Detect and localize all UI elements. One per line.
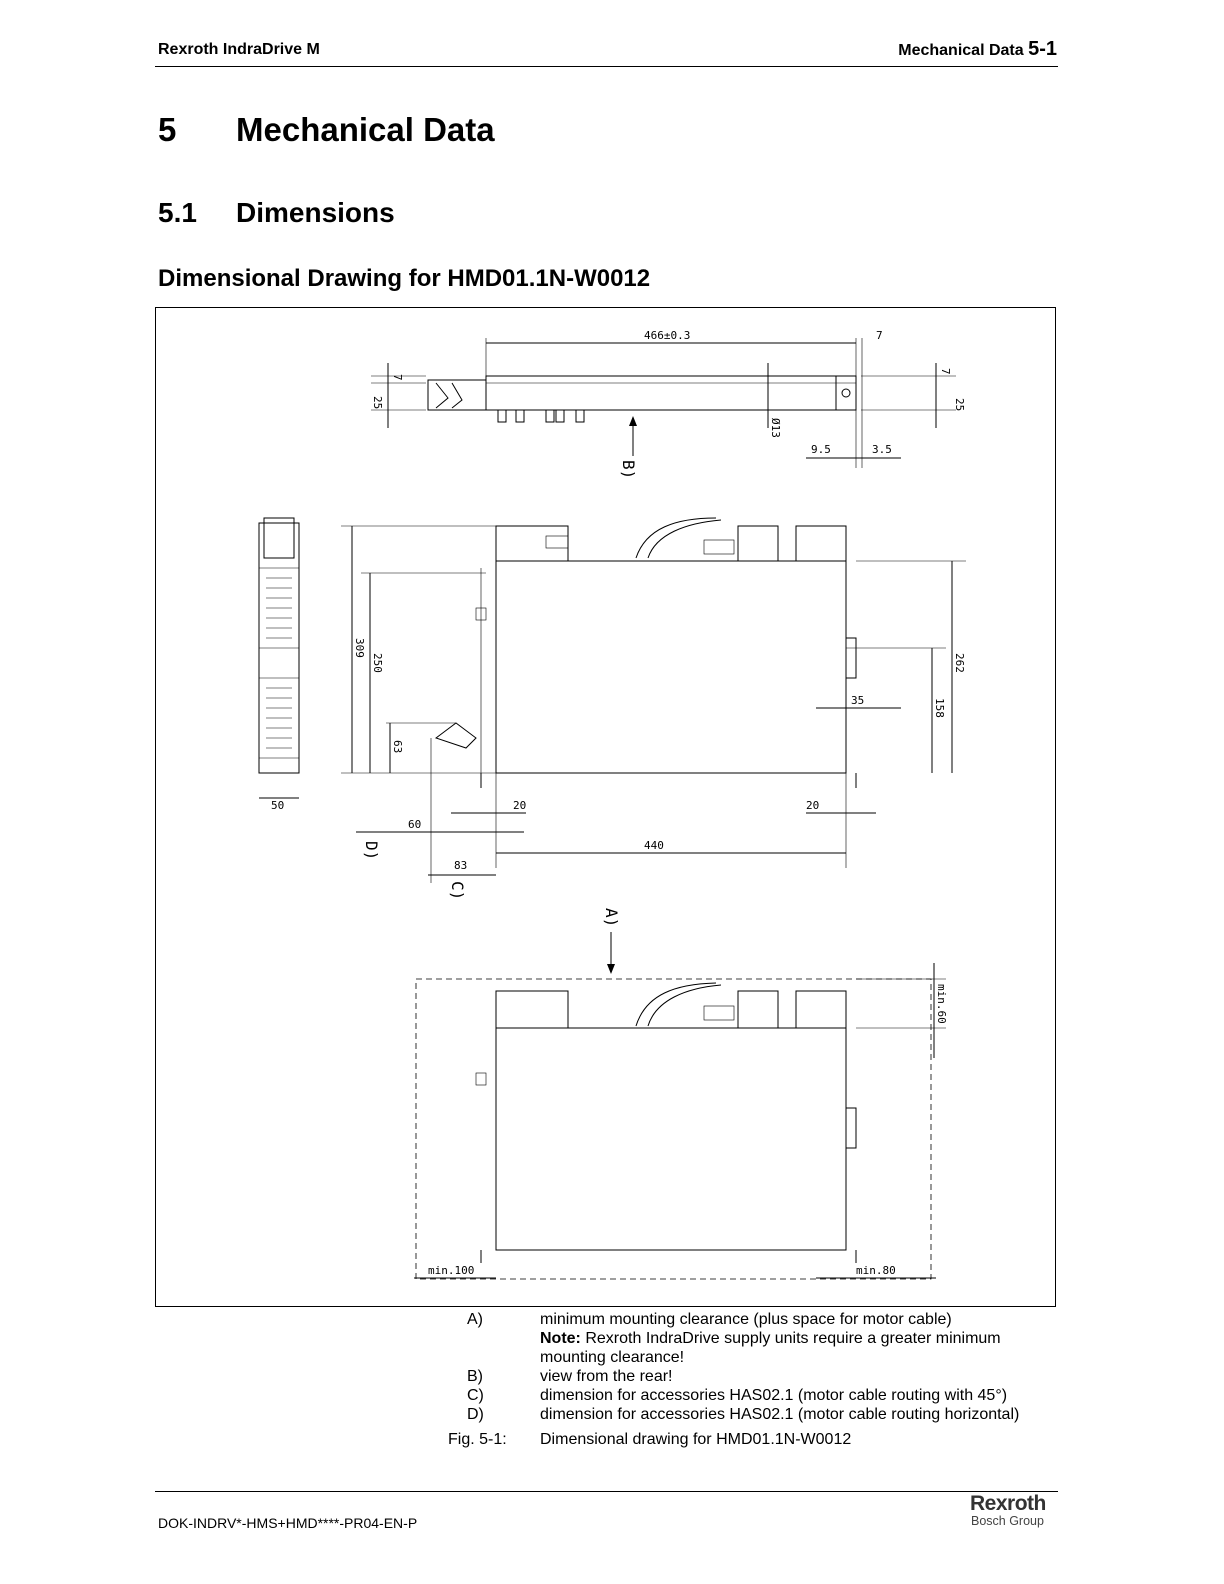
header-rule: [155, 66, 1058, 67]
svg-text:440: 440: [644, 839, 664, 852]
drawing-heading: Dimensional Drawing for HMD01.1N-W0012: [158, 265, 651, 292]
svg-text:B): B): [619, 460, 638, 480]
document-id: DOK-INDRV*-HMS+HMD****-PR04-EN-P: [158, 1515, 418, 1531]
svg-text:309: 309: [353, 638, 366, 658]
figure-label: Fig. 5-1:: [448, 1431, 507, 1448]
svg-text:Ø13: Ø13: [769, 418, 782, 438]
bosch-group-logo: Bosch Group: [971, 1514, 1044, 1528]
svg-text:35: 35: [851, 694, 865, 707]
legend-text-b: view from the rear!: [540, 1368, 673, 1385]
figure-caption: Dimensional drawing for HMD01.1N-W0012: [540, 1431, 852, 1448]
svg-text:262: 262: [953, 653, 966, 673]
rexroth-logo: Rexroth: [970, 1492, 1046, 1515]
drawing-canvas: [156, 308, 1057, 1308]
footer-rule: [155, 1491, 1058, 1492]
legend-text-a: minimum mounting clearance (plus space for motor cable): [540, 1311, 952, 1328]
svg-text:60: 60: [408, 818, 422, 831]
legend-key-c: C): [467, 1387, 484, 1404]
svg-text:83: 83: [454, 859, 468, 872]
top-view: [371, 329, 966, 479]
svg-text:3.5: 3.5: [872, 443, 892, 456]
svg-text:7: 7: [876, 329, 883, 342]
svg-text:C): C): [448, 881, 467, 901]
note-text: Rexroth IndraDrive supply units require a greater minimum mounting clearance!: [540, 1330, 1001, 1366]
svg-text:20: 20: [513, 799, 527, 812]
svg-text:D): D): [362, 841, 381, 861]
svg-text:20: 20: [806, 799, 820, 812]
legend-key-d: D): [467, 1406, 484, 1423]
svg-text:7: 7: [939, 368, 952, 375]
front-view: [259, 518, 966, 974]
running-header-left: Rexroth IndraDrive M: [158, 41, 320, 58]
header-section-label: Mechanical Data: [898, 42, 1024, 59]
svg-text:A): A): [602, 908, 621, 928]
svg-text:63: 63: [391, 740, 404, 754]
svg-text:158: 158: [933, 698, 946, 718]
note-label: Note:: [540, 1330, 581, 1347]
svg-text:50: 50: [271, 799, 285, 812]
legend-key-b: B): [467, 1368, 483, 1385]
section-title: Dimensions: [236, 197, 395, 228]
header-page-number: 5-1: [1028, 38, 1057, 60]
svg-text:25: 25: [371, 396, 384, 410]
svg-text:min.80: min.80: [856, 1264, 896, 1277]
svg-text:9.5: 9.5: [811, 443, 831, 456]
svg-text:25: 25: [953, 398, 966, 412]
section-number: 5.1: [158, 197, 197, 228]
clearance-view: [414, 963, 948, 1279]
svg-text:7: 7: [391, 374, 404, 381]
legend-note: [540, 1329, 1040, 1367]
dimensional-drawing: [155, 307, 1056, 1307]
svg-text:466±0.3: 466±0.3: [644, 329, 691, 342]
svg-text:250: 250: [371, 653, 384, 673]
legend-text-c: dimension for accessories HAS02.1 (motor cable routing with 45°): [540, 1387, 1008, 1404]
svg-text:min.60: min.60: [935, 984, 948, 1024]
running-header-right: [898, 38, 1057, 61]
legend-text-d: dimension for accessories HAS02.1 (motor cable routing horizontal): [540, 1406, 1020, 1423]
svg-text:min.100: min.100: [428, 1264, 475, 1277]
chapter-title: Mechanical Data: [236, 111, 495, 148]
legend-key-a: A): [467, 1311, 483, 1328]
chapter-number: 5: [158, 111, 177, 148]
